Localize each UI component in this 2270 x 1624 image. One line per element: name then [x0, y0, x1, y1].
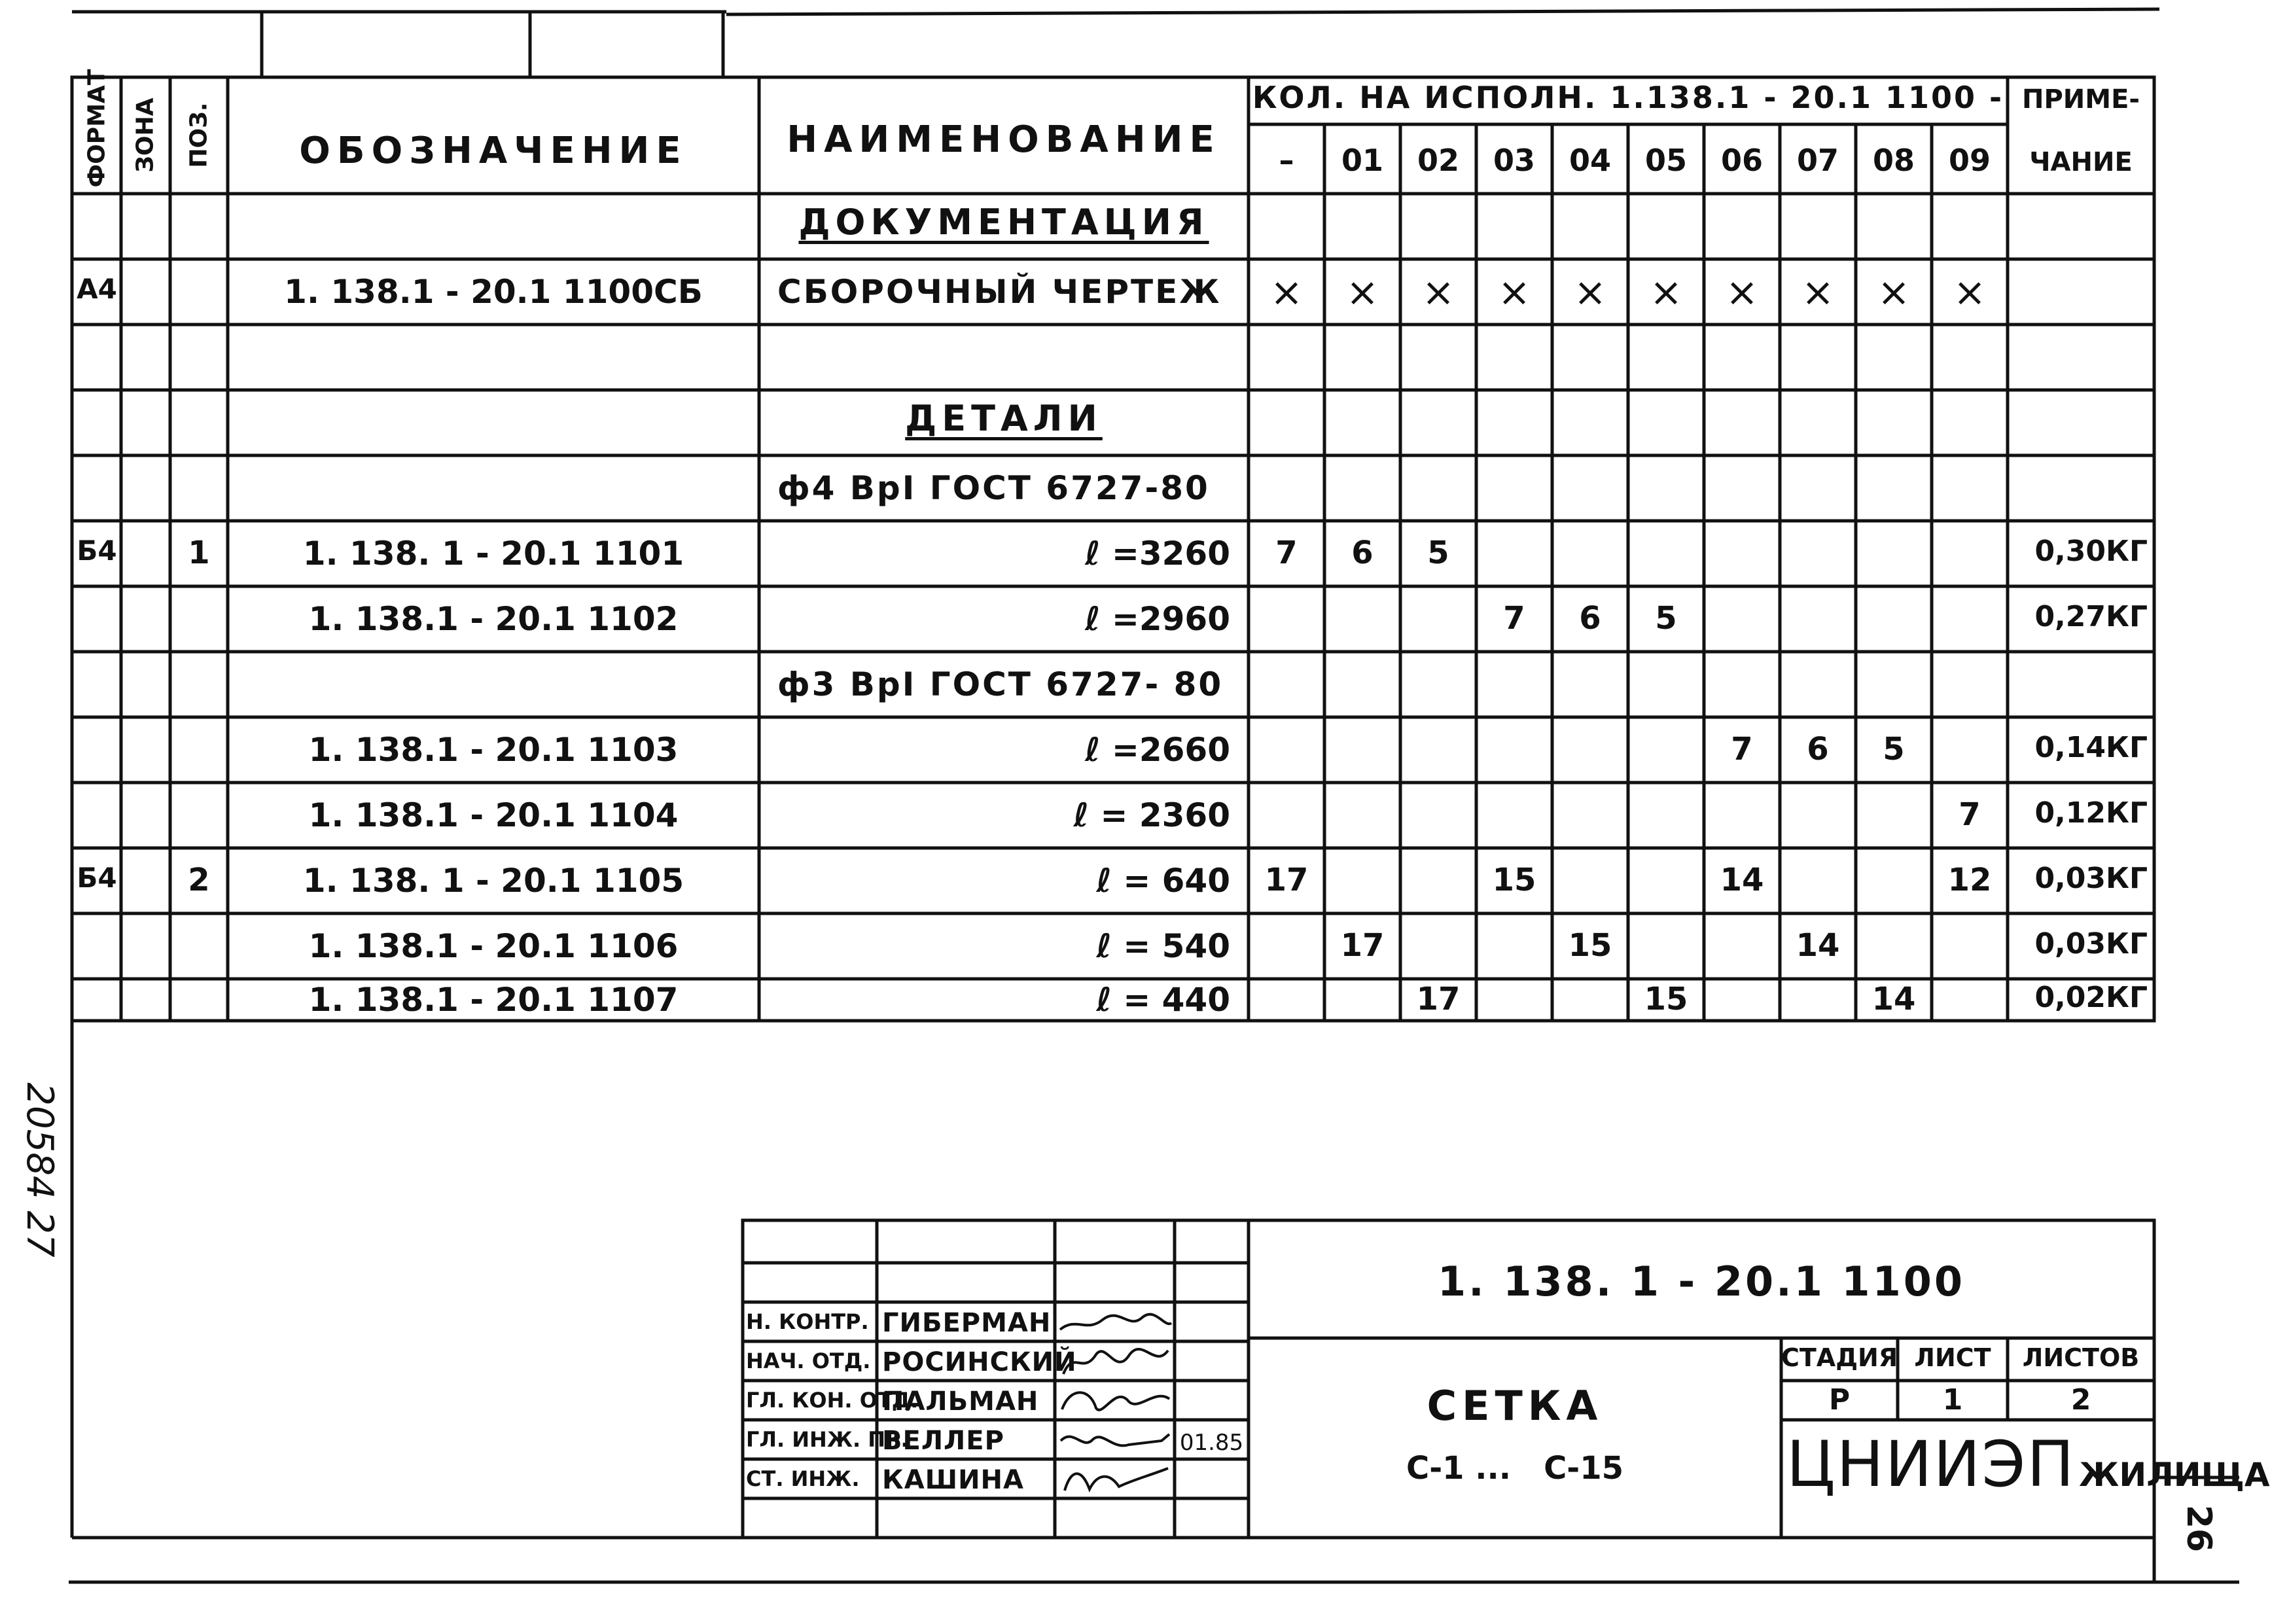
designation-cell: 1. 138.1 - 20.1 1102 — [308, 600, 679, 638]
name-cell: СБОРОЧНЫЙ ЧЕРТЕЖ — [777, 273, 1222, 311]
sheet-label: ЛИСТ — [1914, 1343, 1991, 1372]
handwritten-signature — [1057, 1382, 1175, 1420]
sheet-value: 1 — [1942, 1383, 1963, 1417]
name-cell: ДОКУМЕНТАЦИЯ — [798, 202, 1209, 243]
quantity-cell: 14 — [1720, 862, 1764, 898]
stage-value: Р — [1828, 1383, 1851, 1417]
designation-cell: 1. 138.1 - 20.1 1104 — [308, 796, 679, 834]
note-cell: 0,14КГ — [2034, 731, 2148, 764]
handwritten-signature — [1057, 1460, 1175, 1498]
handwritten-signature — [1057, 1343, 1175, 1381]
variant-header-cell: 06 — [1720, 143, 1763, 178]
col-note-header-2: ЧАНИЕ — [2029, 147, 2133, 177]
stage-label: СТАДИЯ — [1781, 1343, 1898, 1372]
name-cell: ℓ =2960 — [1084, 600, 1230, 638]
organization-suffix: ЖИЛИЩА — [2079, 1456, 2270, 1494]
quantity-cell: 6 — [1807, 731, 1829, 768]
note-cell: 0,12КГ — [2034, 796, 2148, 830]
position-cell: 1 — [188, 535, 210, 571]
signature-name: ГИБЕРМАН — [882, 1308, 1052, 1338]
name-cell: ℓ = 2360 — [1073, 796, 1230, 834]
note-cell: 0,03КГ — [2034, 927, 2148, 961]
signature-role: ГЛ. ИНЖ. ПР. — [746, 1427, 909, 1452]
page-number: 26 — [2179, 1504, 2218, 1553]
sheets-value: 2 — [2070, 1383, 2091, 1417]
quantity-cell: 14 — [1871, 981, 1916, 1017]
name-cell: ℓ =2660 — [1084, 731, 1230, 769]
quantity-cell: 7 — [1959, 796, 1981, 833]
signature-role: Н. КОНТР. — [746, 1309, 869, 1334]
variant-header-cell: 08 — [1872, 143, 1915, 178]
quantity-cell: 12 — [1947, 862, 1992, 898]
quantity-cell: × — [1877, 270, 1911, 315]
quantity-cell: 15 — [1568, 927, 1612, 964]
quantity-cell: 14 — [1796, 927, 1840, 964]
signature-name: РОСИНСКИЙ — [882, 1347, 1077, 1377]
quantity-cell: 5 — [1655, 600, 1677, 637]
signature-date: 01.85 — [1179, 1430, 1244, 1456]
variant-header-cell: 03 — [1493, 143, 1535, 178]
variant-header-cell: – — [1279, 143, 1294, 178]
quantity-cell: × — [1725, 270, 1759, 315]
quantity-cell: × — [1649, 270, 1683, 315]
col-zone-header: ЗОНА — [132, 97, 159, 173]
quantity-cell: × — [1421, 270, 1455, 315]
quantity-cell: × — [1953, 270, 1987, 315]
signature-name: ВЕЛЛЕР — [882, 1426, 1004, 1456]
designation-cell: 1. 138.1 - 20.1 1107 — [308, 981, 679, 1019]
col-designation-header: ОБОЗНАЧЕНИЕ — [299, 130, 688, 172]
signature-role: СТ. ИНЖ. — [746, 1466, 860, 1491]
title-designation: 1. 138. 1 - 20.1 1100 — [1438, 1258, 1965, 1305]
note-cell: 0,03КГ — [2034, 862, 2148, 895]
designation-cell: 1. 138.1 - 20.1 1100СБ — [284, 273, 703, 311]
note-cell: 0,30КГ — [2034, 535, 2148, 568]
quantity-cell: 7 — [1503, 600, 1525, 637]
name-cell: ℓ = 540 — [1096, 927, 1230, 965]
quantity-cell: × — [1497, 270, 1531, 315]
quantity-cell: 17 — [1264, 862, 1309, 898]
quantity-cell: × — [1269, 270, 1303, 315]
quantity-cell: 17 — [1340, 927, 1385, 964]
variant-header-cell: 01 — [1341, 143, 1383, 178]
organization-abbrev: ЦНИИЭП — [1786, 1428, 2076, 1501]
name-cell: ℓ = 640 — [1096, 862, 1230, 900]
variant-header-cell: 02 — [1417, 143, 1459, 178]
format-cell: А4 — [77, 273, 117, 305]
quantity-cell: 7 — [1731, 731, 1753, 768]
inventory-number: 20584 27 — [18, 1082, 61, 1258]
quantity-cell: × — [1345, 270, 1379, 315]
variant-header-cell: 09 — [1948, 143, 1991, 178]
handwritten-signature — [1057, 1421, 1175, 1459]
designation-cell: 1. 138.1 - 20.1 1103 — [308, 731, 679, 769]
variant-header-cell: 07 — [1796, 143, 1839, 178]
col-pos-header: ПОЗ. — [185, 102, 213, 168]
col-note-header-1: ПРИМЕ- — [2022, 84, 2140, 115]
note-cell: 0,02КГ — [2034, 981, 2148, 1014]
format-cell: Б4 — [77, 535, 117, 567]
signature-role: ГЛ. КОН. ОТД. — [746, 1388, 919, 1413]
signature-name: ПАЛЬМАН — [882, 1386, 1039, 1417]
designation-cell: 1. 138.1 - 20.1 1106 — [308, 927, 679, 965]
signature-role: НАЧ. ОТД. — [746, 1349, 871, 1373]
col-qty-header: КОЛ. НА ИСПОЛН. 1.138.1 - 20.1 1100 - — [1252, 80, 2004, 115]
name-cell: ф4 ВрI ГОСТ 6727-80 — [777, 469, 1210, 507]
quantity-cell: 7 — [1275, 535, 1298, 571]
col-format-header: ФОРМАТ — [83, 69, 111, 188]
note-cell: 0,27КГ — [2034, 600, 2148, 633]
name-cell: ℓ =3260 — [1084, 535, 1230, 573]
handwritten-signature — [1057, 1303, 1175, 1341]
quantity-cell: × — [1573, 270, 1607, 315]
name-cell: ф3 ВрI ГОСТ 6727- 80 — [777, 665, 1224, 703]
position-cell: 2 — [188, 862, 210, 898]
quantity-cell: 6 — [1579, 600, 1601, 637]
quantity-cell: 15 — [1492, 862, 1536, 898]
quantity-cell: 5 — [1427, 535, 1449, 571]
format-cell: Б4 — [77, 862, 117, 894]
organization-name — [1786, 1428, 2270, 1501]
title-subtitle: С-1 ... С-15 — [1406, 1450, 1624, 1487]
quantity-cell: 5 — [1883, 731, 1905, 768]
quantity-cell: 15 — [1644, 981, 1688, 1017]
sheets-label: ЛИСТОВ — [2022, 1343, 2140, 1372]
variant-header-cell: 04 — [1569, 143, 1611, 178]
signature-name: КАШИНА — [882, 1465, 1024, 1495]
quantity-cell: 6 — [1351, 535, 1374, 571]
name-cell: ℓ = 440 — [1096, 981, 1230, 1019]
designation-cell: 1. 138. 1 - 20.1 1101 — [302, 535, 684, 573]
designation-cell: 1. 138. 1 - 20.1 1105 — [302, 862, 684, 900]
quantity-cell: × — [1801, 270, 1835, 315]
title-name: СЕТКА — [1427, 1382, 1603, 1430]
col-name-header: НАИМЕНОВАНИЕ — [787, 118, 1221, 161]
quantity-cell: 17 — [1416, 981, 1461, 1017]
name-cell: ДЕТАЛИ — [905, 398, 1103, 439]
variant-header-cell: 05 — [1644, 143, 1687, 178]
